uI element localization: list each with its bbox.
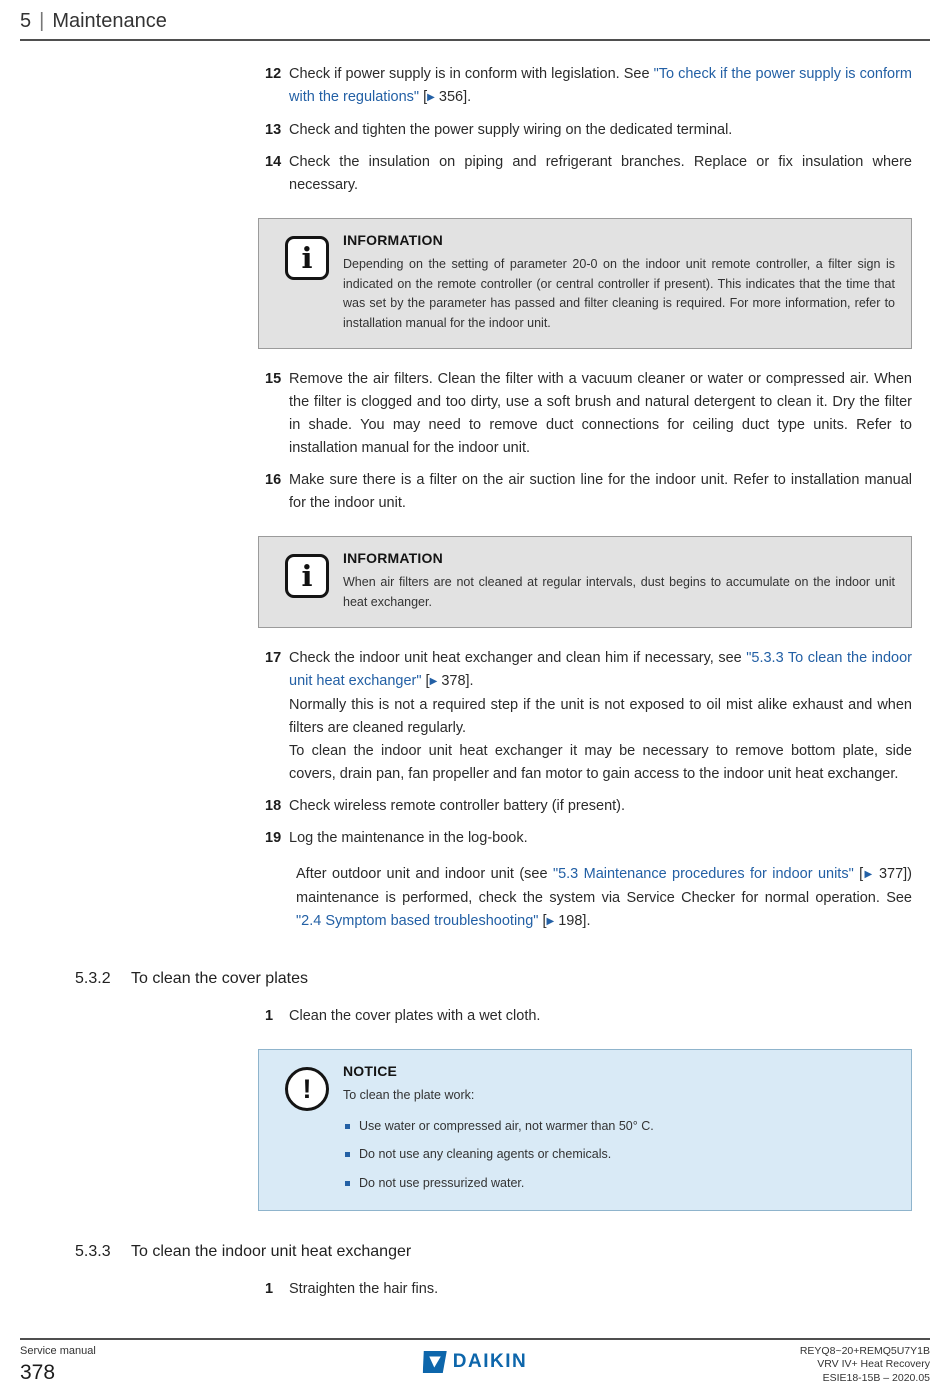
step-text-part: To clean the indoor unit heat exchanger it may be necessary to remove bottom plate, side covers, drain pan, fan propeller and fan motor to gain access to the indoor unit heat exchanger. — [289, 743, 912, 782]
step-text-part: Normally this is not a required step if the unit is not exposed to oil mist alike exhaust and when filters are cleaned regularly. — [289, 697, 912, 736]
step-text: Check wireless remote controller battery (if present). — [289, 798, 626, 814]
section-532-block — [258, 1005, 912, 1211]
ref-arrow-icon: ▶ — [427, 92, 435, 103]
document-code: ESIE18-15B – 2020.05 — [822, 1371, 930, 1384]
step-text: Remove the air filters. Clean the filter with a vacuum cleaner or water or compressed air. When the filter is clogged and too dirty, use a soft brush and natural detergent to clean it. Dry the filter in shade. You may need to remove duct connections for ceiling duct type units. Refer to installation manual for the indoor unit. — [289, 371, 912, 456]
model-reference: REYQ8~20+REMQ5U7Y1B — [799, 1344, 930, 1357]
ref-arrow-icon: ▶ — [429, 676, 438, 687]
ref-bracket: [ — [419, 89, 428, 105]
link-clean-heat-exchanger[interactable]: "5.3.3 To clean the indoor unit heat exchanger" — [289, 650, 912, 689]
notice-box-title: NOTICE — [343, 1063, 398, 1079]
daikin-logo-icon — [423, 1351, 447, 1373]
information-box-2 — [258, 536, 912, 628]
information-icon: i — [285, 236, 329, 280]
step-19 — [258, 827, 912, 850]
icon-column — [271, 550, 343, 612]
information-box-1 — [258, 218, 912, 349]
notice-bullet-item — [343, 1117, 895, 1137]
step-14 — [258, 151, 912, 197]
ref-bracket: [ — [421, 673, 430, 689]
closing-text-part: After outdoor unit and indoor unit (see — [296, 866, 553, 882]
step-17 — [258, 647, 912, 786]
icon-column — [271, 232, 343, 333]
notice-bullet-text: Use water or compressed air, not warmer than 50° C. — [359, 1118, 654, 1133]
section-title: To clean the cover plates — [131, 970, 308, 987]
step-text — [289, 63, 912, 110]
section-heading-532 — [75, 970, 912, 988]
step-1-hair-fins — [258, 1278, 912, 1301]
step-1-cover-plates — [258, 1005, 912, 1028]
step-12 — [258, 63, 912, 110]
info-box-title: INFORMATION — [343, 232, 443, 248]
step-number: 15 — [265, 371, 282, 387]
section-number: 5.3.2 — [75, 970, 111, 987]
information-icon: i — [285, 554, 329, 598]
ref-arrow-icon: ▶ — [546, 916, 555, 927]
link-maintenance-procedures-indoor-units[interactable]: "5.3 Maintenance procedures for indoor units" — [552, 866, 854, 882]
info-box-body — [343, 232, 895, 333]
step-number: 16 — [265, 472, 282, 488]
step-text: Check the insulation on piping and refrigerant branches. Replace or fix insulation where necessary. — [289, 154, 912, 193]
step-text — [289, 647, 912, 786]
notice-bullet-text: Do not use any cleaning agents or chemicals. — [359, 1147, 612, 1161]
notice-box — [258, 1049, 912, 1211]
info-box-text: When air filters are not cleaned at regular intervals, dust begins to accumulate on the indoor unit heat exchanger. — [343, 575, 895, 609]
step-text-part: Check if power supply is in conform with legislation. See — [289, 66, 654, 82]
step-text: Clean the cover plates with a wet cloth. — [289, 1008, 541, 1024]
square-bullet-icon — [345, 1152, 350, 1157]
section-heading-533 — [75, 1243, 912, 1261]
step-number: 14 — [265, 154, 282, 170]
notice-bullet-text: Do not use pressurized water. — [359, 1175, 525, 1190]
footer-right — [800, 1345, 930, 1386]
header-separator: | — [39, 10, 45, 32]
step-text: Straighten the hair fins. — [289, 1281, 439, 1297]
ref-page: 378]. — [437, 673, 474, 689]
info-box-title: INFORMATION — [343, 550, 443, 566]
section-title: To clean the indoor unit heat exchanger — [131, 1243, 412, 1260]
step-18 — [258, 795, 912, 818]
step-number: 1 — [265, 1008, 274, 1024]
section-533-block — [258, 1278, 912, 1301]
page-header — [20, 0, 930, 41]
ref-bracket: [ — [538, 913, 547, 929]
daikin-logo-text: DAIKIN — [452, 1350, 528, 1372]
step-text: Check and tighten the power supply wiring on the dedicated terminal. — [289, 122, 733, 138]
page-number: 378 — [20, 1360, 56, 1384]
ref-page: 198]. — [554, 913, 591, 929]
step-text: Log the maintenance in the log-book. — [289, 830, 528, 846]
square-bullet-icon — [345, 1124, 350, 1129]
step-number: 17 — [265, 650, 282, 666]
info-box-text: Depending on the setting of parameter 20-0 on the indoor unit remote controller, a filter sign is indicated on the remote controller (or central controller if present). This indicates that the time that was set by the parameter has passed and filter cleaning is required. For more information, refer to installation manual for the indoor unit. — [343, 257, 895, 330]
daikin-logo — [423, 1351, 527, 1373]
notice-box-intro: To clean the plate work: — [343, 1088, 475, 1102]
ref-bracket: [ — [853, 866, 864, 882]
notice-icon: ! — [285, 1067, 329, 1111]
closing-paragraph — [296, 863, 912, 934]
step-13 — [258, 119, 912, 142]
notice-bullet-list — [343, 1117, 895, 1194]
ref-arrow-icon: ▶ — [863, 869, 874, 880]
chapter-title: Maintenance — [52, 10, 167, 32]
notice-bullet-item — [343, 1174, 895, 1194]
step-number: 19 — [265, 830, 282, 846]
notice-bullet-item — [343, 1145, 895, 1165]
page-footer — [20, 1338, 930, 1386]
page-content — [0, 41, 950, 1301]
footer-left — [20, 1345, 96, 1385]
ref-page: 377]) maintenance is performed, check the system via Service Checker for normal operation. See — [296, 866, 912, 906]
product-name: VRV IV+ Heat Recovery — [817, 1358, 930, 1370]
chapter-number: 5 — [20, 10, 32, 32]
square-bullet-icon — [345, 1181, 350, 1186]
info-box-body — [343, 550, 895, 612]
step-text: Make sure there is a filter on the air suction line for the indoor unit. Refer to installation manual for the indoor unit. — [289, 472, 912, 511]
steps-block — [258, 63, 912, 934]
ref-page: 356]. — [434, 89, 472, 105]
step-15 — [258, 368, 912, 460]
step-number: 18 — [265, 798, 282, 814]
step-16 — [258, 469, 912, 515]
step-number: 1 — [265, 1281, 274, 1297]
step-number: 12 — [265, 66, 282, 82]
icon-column — [271, 1063, 343, 1195]
manual-type-label: Service manual — [20, 1344, 96, 1357]
notice-box-body — [343, 1063, 895, 1195]
section-number: 5.3.3 — [75, 1243, 111, 1260]
step-number: 13 — [265, 122, 282, 138]
footer-row — [20, 1345, 930, 1386]
link-symptom-based-troubleshooting[interactable]: "2.4 Symptom based troubleshooting" — [296, 913, 539, 929]
step-text-part: Check the indoor unit heat exchanger and clean him if necessary, see — [289, 650, 747, 666]
link-power-supply-regulations[interactable]: "To check if the power supply is conform with the regulations" — [289, 66, 912, 105]
